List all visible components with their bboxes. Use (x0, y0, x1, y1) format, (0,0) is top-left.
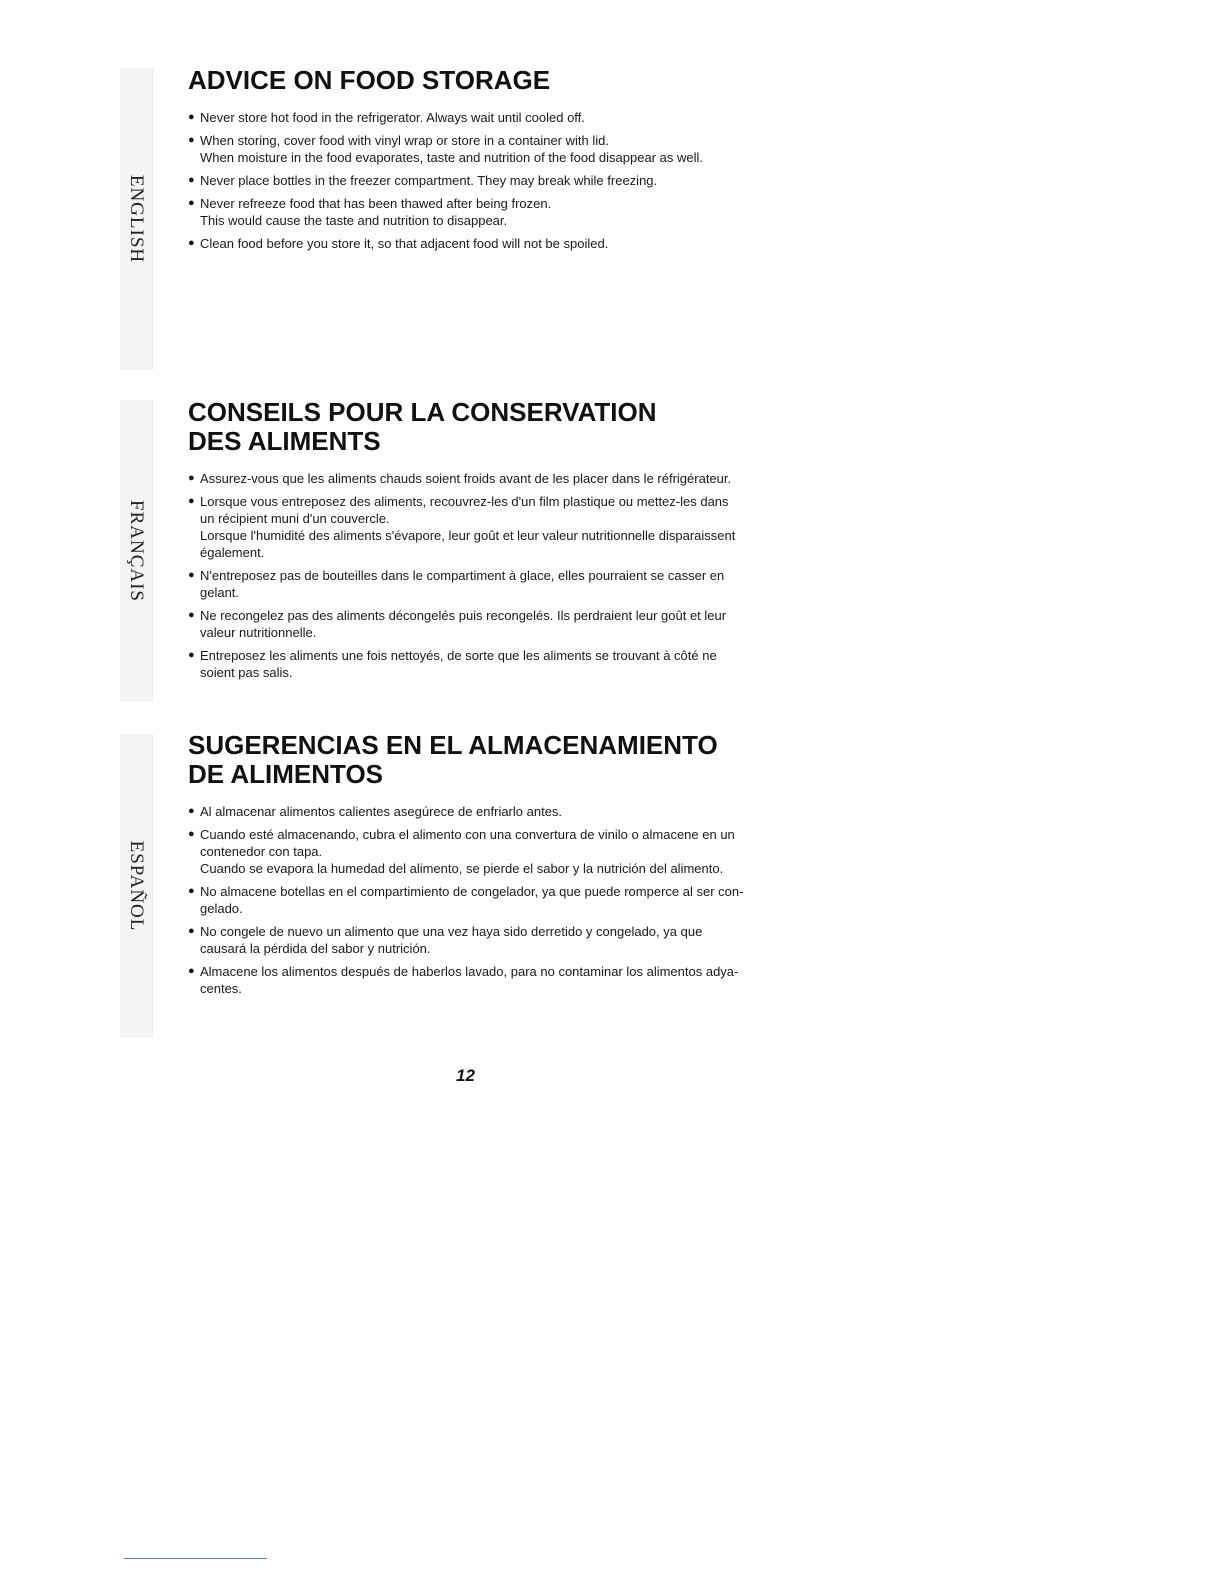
section-francais (188, 398, 818, 687)
side-tab-francais-label: FRANÇAIS (126, 500, 147, 602)
item-line: gelant. (200, 585, 240, 600)
item-line: No almacene botellas en el compartimiento de congelador, ya que puede romperce al ser con- (200, 884, 744, 899)
list-item (188, 607, 818, 641)
bullet-list-espanol (188, 803, 818, 997)
item-line: un récipient muni d'un couvercle. (200, 511, 390, 526)
item-line: When storing, cover food with vinyl wrap or store in a container with lid. (200, 133, 609, 148)
list-item (188, 493, 818, 561)
bullet-icon: ● (188, 495, 195, 507)
list-item (188, 826, 818, 877)
item-line: Ne recongelez pas des aliments décongelés puis recongelés. Ils perdraient leur goût et leur (200, 608, 727, 623)
item-line: causará la pérdida del sabor y nutrición. (200, 941, 431, 956)
item-line: Al almacenar alimentos calientes asegúrece de enfriarlo antes. (200, 804, 563, 819)
item-line: Entreposez les aliments une fois nettoyés, de sorte que les aliments se trouvant à côté ne (200, 648, 717, 663)
section-espanol-title (188, 731, 818, 789)
section-english-title (188, 66, 818, 95)
item-line: Assurez-vous que les aliments chauds soient froids avant de les placer dans le réfrigérateur. (200, 471, 732, 486)
list-item (188, 963, 818, 997)
bullet-icon: ● (188, 805, 195, 817)
item-line: N'entreposez pas de bouteilles dans le compartiment à glace, elles pourraient se casser en (200, 568, 725, 583)
bullet-icon: ● (188, 965, 195, 977)
bullet-icon: ● (188, 472, 195, 484)
page-number: 12 (456, 1066, 475, 1085)
item-line: When moisture in the food evaporates, taste and nutrition of the food disappear as well. (200, 150, 703, 165)
list-item (188, 923, 818, 957)
bullet-icon: ● (188, 649, 195, 661)
section-espanol (188, 731, 818, 1003)
item-line: Lorsque l'humidité des aliments s'évapore, leur goût et leur valeur nutritionnelle disparaissent (200, 528, 736, 543)
side-tab-espanol-label: ESPAÑOL (126, 840, 147, 932)
bullet-icon: ● (188, 237, 195, 249)
bullet-icon: ● (188, 111, 195, 123)
bullet-icon: ● (188, 569, 195, 581)
list-item (188, 109, 818, 126)
section-english (188, 66, 818, 258)
item-line: Cuando esté almacenando, cubra el alimento con una convertura de vinilo o almacene en un (200, 827, 735, 842)
item-line: valeur nutritionnelle. (200, 625, 317, 640)
bullet-icon: ● (188, 828, 195, 840)
bullet-icon: ● (188, 609, 195, 621)
title-line: DES ALIMENTS (188, 426, 381, 456)
item-line: également. (200, 545, 265, 560)
list-item (188, 883, 818, 917)
bullet-list-english (188, 109, 818, 252)
title-line: ADVICE ON FOOD STORAGE (188, 65, 551, 95)
item-line: soient pas salis. (200, 665, 293, 680)
list-item (188, 647, 818, 681)
list-item (188, 567, 818, 601)
item-line: Never store hot food in the refrigerator. Always wait until cooled off. (200, 110, 585, 125)
item-line: Cuando se evapora la humedad del alimento, se pierde el sabor y la nutrición del alimento. (200, 861, 724, 876)
bullet-icon: ● (188, 174, 195, 186)
item-line: Never refreeze food that has been thawed after being frozen. (200, 196, 552, 211)
item-line: Almacene los alimentos después de haberlos lavado, para no contaminar los alimentos adya- (200, 964, 739, 979)
item-line: Clean food before you store it, so that adjacent food will not be spoiled. (200, 236, 609, 251)
item-line: Never place bottles in the freezer compartment. They may break while freezing. (200, 173, 658, 188)
list-item (188, 132, 818, 166)
item-line: centes. (200, 981, 242, 996)
item-line: Lorsque vous entreposez des aliments, recouvrez-les d'un film plastique ou mettez-les dans (200, 494, 729, 509)
bullet-icon: ● (188, 197, 195, 209)
list-item (188, 235, 818, 252)
item-line: No congele de nuevo un alimento que una vez haya sido derretido y congelado, ya que (200, 924, 703, 939)
title-line: CONSEILS POUR LA CONSERVATION (188, 397, 657, 427)
side-tab-english (120, 68, 153, 370)
bottom-divider (124, 1558, 267, 1559)
bullet-list-francais (188, 470, 818, 681)
side-tab-francais (120, 400, 153, 702)
title-line: SUGERENCIAS EN EL ALMACENAMIENTO (188, 730, 718, 760)
item-line: This would cause the taste and nutrition to disappear. (200, 213, 508, 228)
title-line: DE ALIMENTOS (188, 759, 384, 789)
side-tab-espanol (120, 734, 153, 1038)
section-francais-title (188, 398, 818, 456)
bullet-icon: ● (188, 134, 195, 146)
bullet-icon: ● (188, 885, 195, 897)
side-tab-english-label: ENGLISH (126, 174, 147, 264)
bullet-icon: ● (188, 925, 195, 937)
list-item (188, 470, 818, 487)
list-item (188, 803, 818, 820)
list-item (188, 195, 818, 229)
item-line: gelado. (200, 901, 243, 916)
list-item (188, 172, 818, 189)
item-line: contenedor con tapa. (200, 844, 323, 859)
